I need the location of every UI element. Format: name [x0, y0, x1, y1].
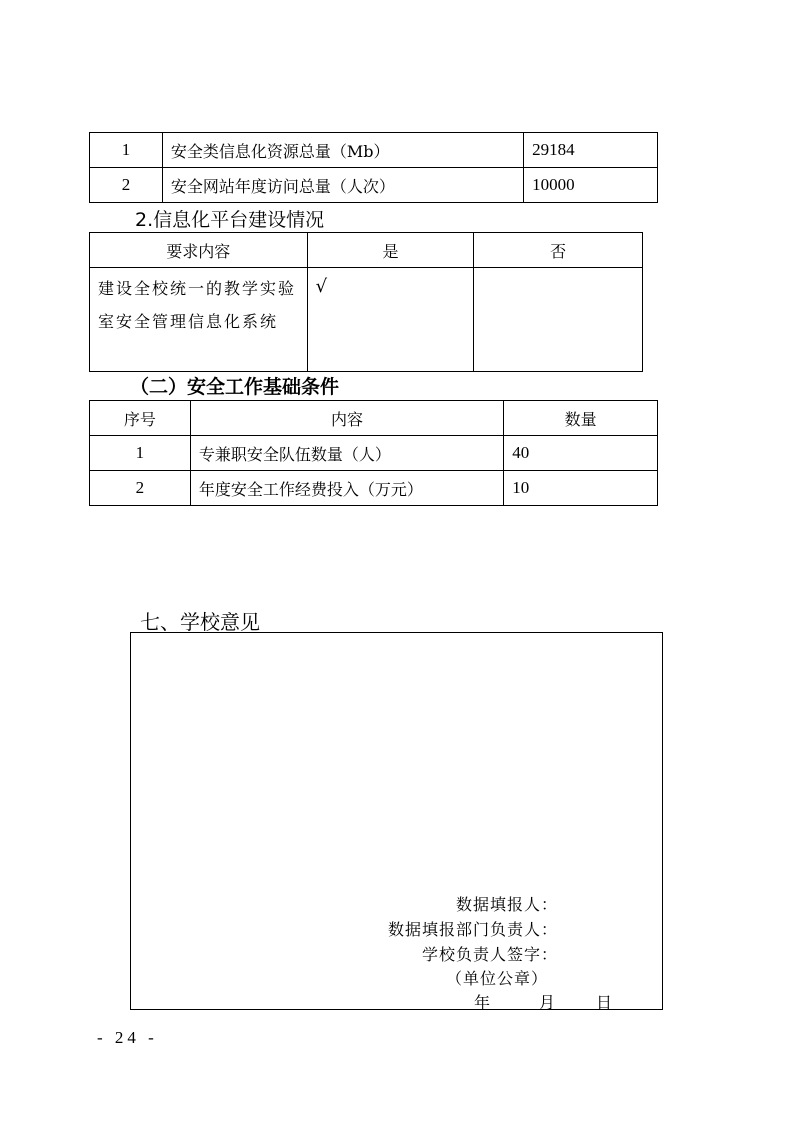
page-number: - 24 - [97, 1028, 158, 1047]
header-index: 序号 [90, 401, 191, 436]
date-month: 月 [539, 993, 557, 1012]
no-cell [474, 268, 643, 372]
row-content: 年度安全工作经费投入（万元） [190, 471, 503, 506]
table-row [90, 268, 643, 372]
header-no: 否 [474, 233, 643, 268]
basic-conditions-table [89, 400, 658, 506]
official-stamp-label: （单位公章） [445, 969, 548, 988]
row-quantity: 40 [504, 436, 658, 471]
section-heading-basic: （二）安全工作基础条件 [130, 376, 340, 398]
row-index: 1 [90, 436, 191, 471]
row-value: 29184 [524, 133, 658, 168]
row-index: 1 [90, 133, 163, 168]
school-opinion-box [130, 632, 663, 1010]
table-row [90, 168, 658, 203]
header-content: 内容 [190, 401, 503, 436]
header-requirement: 要求内容 [90, 233, 308, 268]
school-head-signature-label: 学校负责人签字： [421, 945, 558, 964]
row-quantity: 10 [504, 471, 658, 506]
row-index: 2 [90, 168, 163, 203]
requirement-text: 建设全校统一的教学实验室安全管理信息化系统 [90, 268, 308, 372]
dept-head-label: 数据填报部门负责人： [387, 920, 558, 939]
check-mark-icon: √ [307, 268, 474, 372]
section-heading-platform: 2.信息化平台建设情况 [135, 209, 325, 231]
table-row [90, 436, 658, 471]
row-value: 10000 [524, 168, 658, 203]
table-row [90, 471, 658, 506]
date-year: 年 [474, 993, 492, 1012]
header-yes: 是 [307, 233, 474, 268]
section-heading-opinion: 七、学校意见 [140, 610, 260, 634]
row-content: 专兼职安全队伍数量（人） [190, 436, 503, 471]
table-header-row [90, 233, 643, 268]
date-day: 日 [596, 993, 614, 1012]
resource-table [89, 132, 658, 203]
platform-table [89, 232, 643, 372]
row-item: 安全网站年度访问总量（人次） [162, 168, 523, 203]
row-index: 2 [90, 471, 191, 506]
table-header-row [90, 401, 658, 436]
header-quantity: 数量 [504, 401, 658, 436]
table-row [90, 133, 658, 168]
date-line [474, 990, 613, 1013]
data-filler-label: 数据填报人： [455, 895, 558, 914]
row-item: 安全类信息化资源总量（Mb） [162, 133, 523, 168]
